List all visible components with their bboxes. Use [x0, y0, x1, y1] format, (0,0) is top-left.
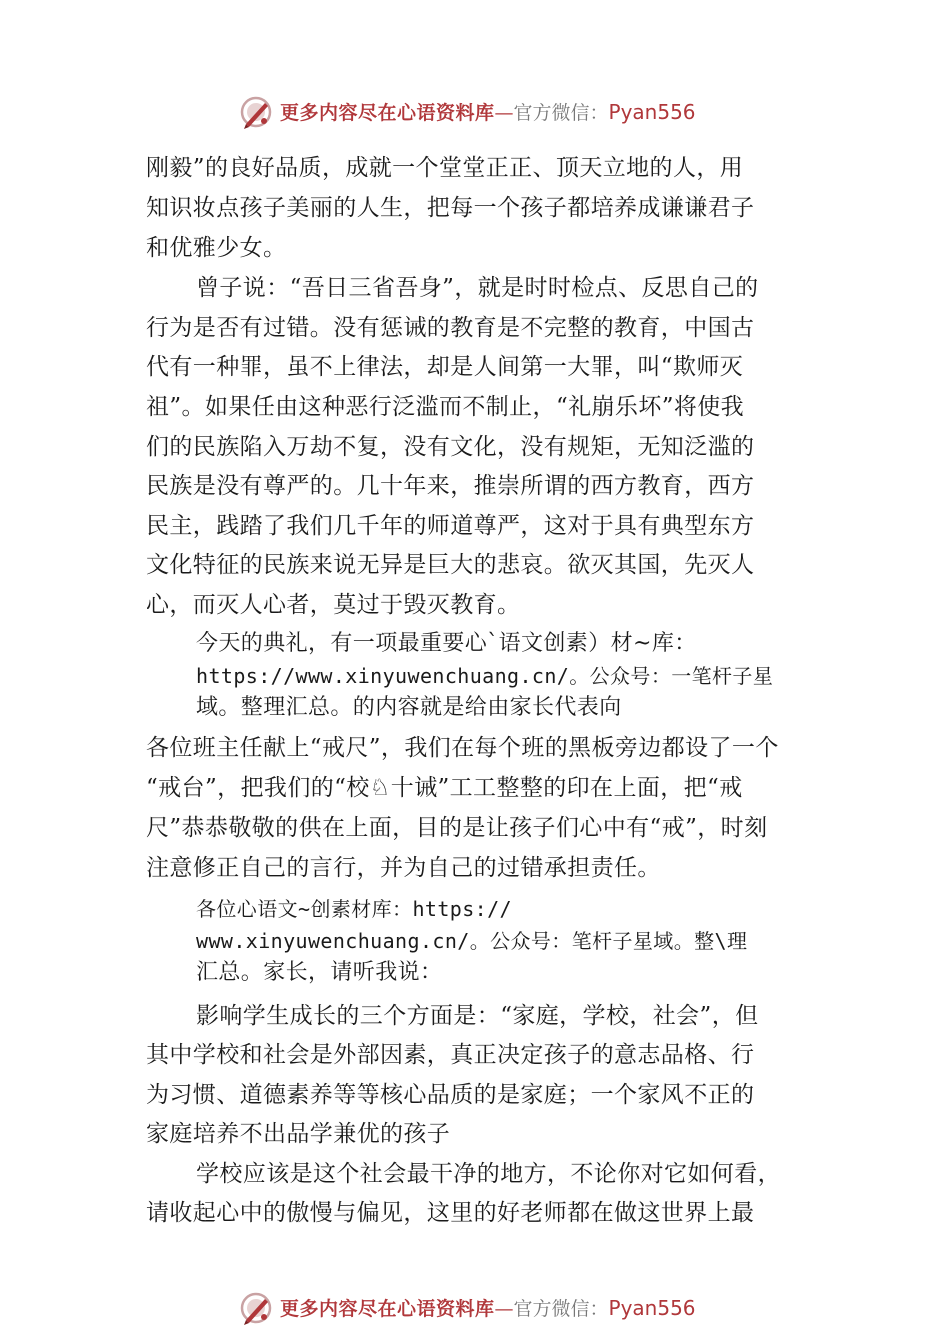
text-line: 代有一种罪，虽不上律法，却是人间第一大罪，叫“欺师灭: [146, 354, 744, 380]
header-wechat-label: 官方微信：: [513, 102, 609, 124]
text-line: 其中学校和社会是外部因素，真正决定孩子的意志品格、行: [146, 1042, 755, 1068]
footer-wechat-label: 官方微信：: [513, 1298, 609, 1320]
text-line: 为习惯、道德素养等等核心品质的是家庭；一个家风不正的: [146, 1082, 755, 1108]
text-line: 尺”恭恭敬敬的供在上面，目的是让孩子们心中有“戒”，时刻: [146, 815, 768, 841]
text-line: 刚毅”的良好品质，成就一个堂堂正正、顶天立地的人，用: [146, 155, 744, 181]
text-line: 家庭培养不出品学兼优的孩子: [146, 1121, 451, 1147]
header-banner: [0, 92, 950, 132]
footer-banner: [0, 1288, 950, 1328]
text-line: 们的民族陷入万劫不复，没有文化，没有规矩，无知泛滥的: [146, 434, 755, 460]
text-line: 民族是没有尊严的。几十年来，推崇所谓的西方教育，西方: [146, 473, 755, 499]
text-line: 汇总。家长，请听我说：: [196, 960, 443, 985]
footer-dash: —: [494, 1298, 514, 1320]
header-dash: —: [494, 102, 514, 124]
text-line: 今天的典礼，有一项最重要心`语文创素）材~库：: [196, 631, 697, 656]
text-line: 注意修正自己的言行，并为自己的过错承担责任。: [146, 855, 661, 881]
text-line: www.xinyuwenchuang.cn/。公众号：笔杆子星域。整\理: [196, 929, 748, 953]
text-line: 知识妆点孩子美丽的人生，把每一个孩子都培养成谦谦君子: [146, 195, 755, 221]
text-line: 学校应该是这个社会最干净的地方，不论你对它如何看，: [196, 1161, 781, 1187]
header-wechat-id: Pyan556: [608, 100, 696, 124]
text-line: 民主，践踏了我们几千年的师道尊严，这对于具有典型东方: [146, 513, 755, 539]
text-line: 域。整理汇总。的内容就是给由家长代表向: [196, 695, 622, 720]
text-line: 影响学生成长的三个方面是：“家庭，学校，社会”，但: [196, 1003, 759, 1029]
text-line: https://www.xinyuwenchuang.cn/。公众号：一笔杆子星: [196, 664, 774, 688]
footer-wechat-id: Pyan556: [608, 1296, 696, 1320]
text-line: 文化特征的民族来说无异是巨大的悲哀。欲灭其国，先灭人: [146, 552, 755, 578]
text-line: 请收起心中的傲慢与偏见，这里的好老师都在做这世界上最: [146, 1200, 755, 1226]
text-line: 曾子说：“吾日三省吾身”，就是时时检点、反思自己的: [196, 275, 759, 301]
pen-logo-icon: [238, 1290, 274, 1326]
footer-text: [280, 1294, 696, 1323]
text-line: 心，而灭人心者，莫过于毁灭教育。: [146, 592, 521, 618]
footer-brand-text: 更多内容尽在心语资料库: [280, 1298, 495, 1320]
text-line: 祖”。如果任由这种恶行泛滥而不制止，“礼崩乐坏”将使我: [146, 394, 745, 420]
pen-logo-icon: [238, 94, 274, 130]
text-line: 行为是否有过错。没有惩诫的教育是不完整的教育，中国古: [146, 315, 755, 341]
text-line: “戒台”，把我们的“校♘十诫”工工整整的印在上面，把“戒: [146, 775, 743, 801]
text-line: 和优雅少女。: [146, 235, 287, 261]
header-brand-text: 更多内容尽在心语资料库: [280, 102, 495, 124]
text-line: 各位心语文~创素材库：https://: [196, 897, 512, 921]
header-text: [280, 98, 696, 127]
text-line: 各位班主任献上“戒尺”，我们在每个班的黑板旁边都设了一个: [146, 735, 779, 761]
